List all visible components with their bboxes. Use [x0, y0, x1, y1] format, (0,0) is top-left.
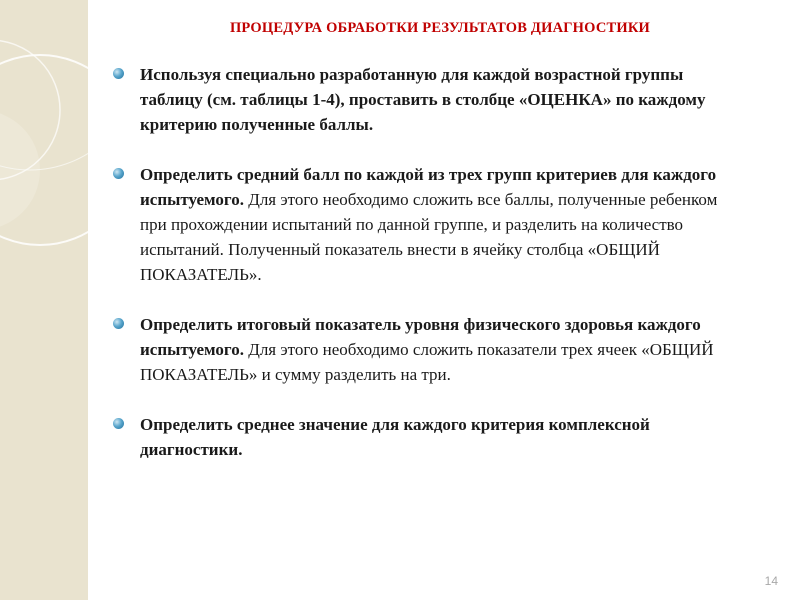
bullet-list — [108, 62, 748, 487]
decorative-sidebar — [0, 0, 88, 600]
list-item — [108, 412, 748, 462]
list-item — [108, 162, 748, 287]
item-text: Для этого необходимо сложить показатели трех ячеек «ОБЩИЙ ПОКАЗАТЕЛЬ» и сумму разделить на три. — [140, 340, 714, 384]
item-bold-text: Определить среднее значение для каждого критерия комплексной диагностики. — [140, 415, 650, 459]
item-text: Для этого необходимо сложить все баллы, полученные ребенком при прохождении испытаний по данной группе, и разделить на количество испытаний. Полученный показатель внести в ячейку столбца «ОБЩИЙ ПОКАЗАТЕЛЬ». — [140, 190, 718, 284]
item-bold-text: Используя специально разработанную для каждой возрастной группы таблицу (см. таблицы 1-4), проставить в столбце «ОЦЕНКА» по каждому критерию полученные баллы. — [140, 65, 706, 134]
decorative-circles-graphic — [0, 0, 88, 600]
list-item — [108, 312, 748, 387]
bullet-icon — [113, 318, 124, 329]
item-bold-text: Определить средний балл по каждой из трех групп критериев для каждого испытуемого. — [140, 165, 717, 209]
page-number: 14 — [764, 574, 778, 588]
bullet-icon — [113, 418, 124, 429]
list-item — [108, 62, 748, 137]
bullet-icon — [113, 168, 124, 179]
slide-title: ПРОЦЕДУРА ОБРАБОТКИ РЕЗУЛЬТАТОВ ДИАГНОСТИКИ — [229, 20, 651, 36]
bullet-icon — [113, 68, 124, 79]
item-bold-text: Определить итоговый показатель уровня физического здоровья каждого испытуемого. — [140, 315, 701, 359]
